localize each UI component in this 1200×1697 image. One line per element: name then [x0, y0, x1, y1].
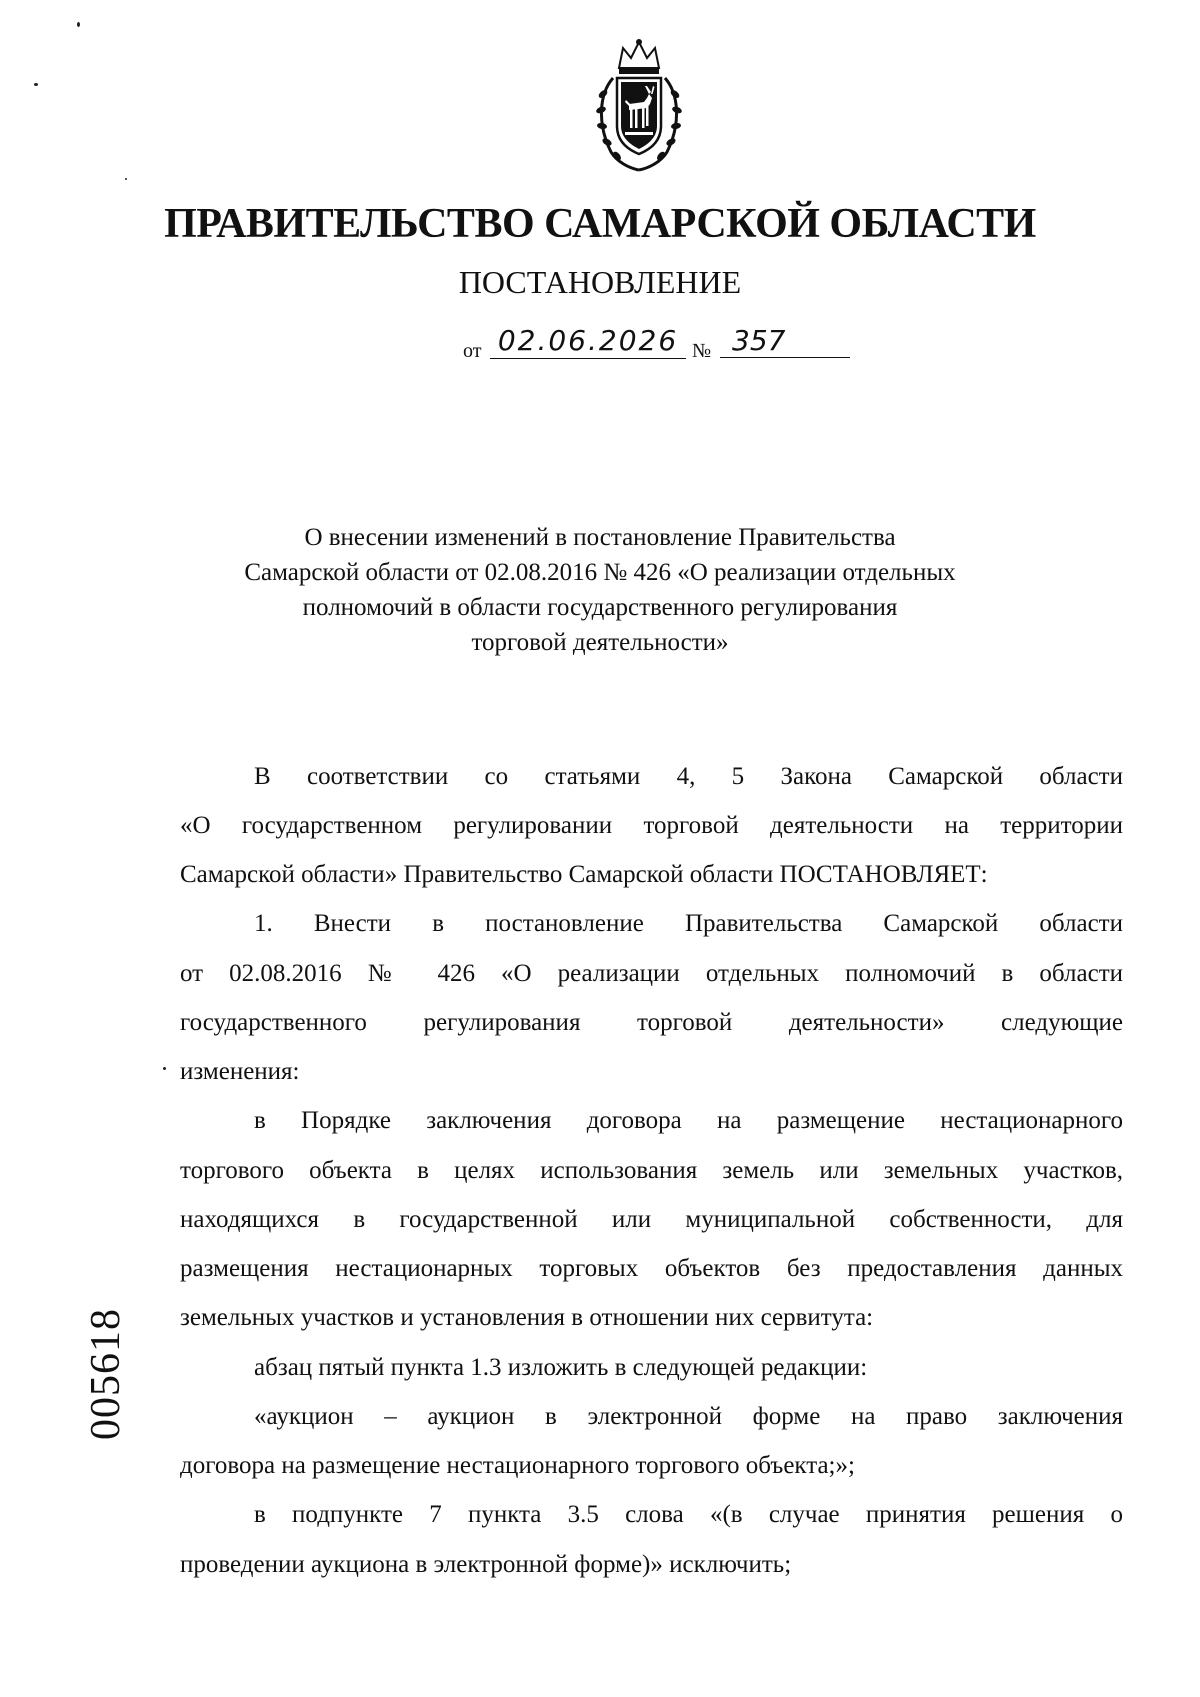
page-code: 005618 [83, 1308, 129, 1440]
body-line: государственного регулирования торговой деятельности» следующие [180, 1009, 1123, 1036]
subject-line: полномочий в области государственного регулирования [302, 594, 898, 621]
handwritten-date: 02.06.2026 [490, 322, 686, 359]
body-line: торгового объекта в целях использования земель или земельных участков, [180, 1157, 1123, 1184]
organization-title: ПРАВИТЕЛЬСТВО САМАРСКОЙ ОБЛАСТИ [164, 201, 1036, 247]
scan-speck [125, 178, 127, 180]
body-line: находящихся в государственной или муниципальной собственности, для [180, 1206, 1123, 1233]
date-number-line [0, 322, 1200, 372]
subject-line: торговой деятельности» [471, 629, 729, 656]
body-line: от 02.08.2016 № 426 «О реализации отдельных полномочий в области [180, 960, 1123, 987]
document-subject [0, 520, 1200, 660]
body-line: 1. Внести в постановление Правительства Самарской области [254, 910, 1123, 937]
subject-line: Самарской области от 02.08.2016 № 426 «О реализации отдельных [244, 559, 956, 586]
body-line: земельных участков и установления в отношении них сервитута: [180, 1304, 874, 1331]
body-line: «аукцион – аукцион в электронной форме на право заключения [254, 1403, 1123, 1430]
scan-speck [34, 83, 38, 86]
body-line: в Порядке заключения договора на размещение нестационарного [254, 1107, 1123, 1134]
body-line: «О государственном регулировании торговой деятельности на территории [180, 812, 1123, 839]
body-line: размещения нестационарных торговых объектов без предоставления данных [180, 1255, 1123, 1282]
subject-line: О внесении изменений в постановление Правительства [304, 524, 896, 551]
scan-speck [163, 1067, 166, 1070]
body-line: проведении аукциона в электронной форме)» исключить; [180, 1551, 792, 1578]
scan-speck [77, 22, 80, 27]
body-line: Самарской области» Правительство Самарской области ПОСТАНОВЛЯЕТ: [180, 861, 988, 888]
document-type: ПОСТАНОВЛЕНИЕ [458, 264, 742, 300]
body-line: В соответствии со статьями 4, 5 Закона Самарской области [254, 763, 1123, 790]
date-prefix: от [463, 340, 482, 362]
body-line: абзац пятый пункта 1.3 изложить в следующей редакции: [254, 1354, 868, 1381]
number-prefix: № [692, 340, 712, 362]
body-line: в подпункте 7 пункта 3.5 слова «(в случае принятия решения о [254, 1501, 1123, 1528]
body-line: изменения: [180, 1058, 300, 1085]
body-line: договора на размещение нестационарного торгового объекта;»; [180, 1452, 855, 1479]
coat-of-arms-emblem [589, 34, 689, 174]
handwritten-number: 357 [720, 322, 850, 358]
